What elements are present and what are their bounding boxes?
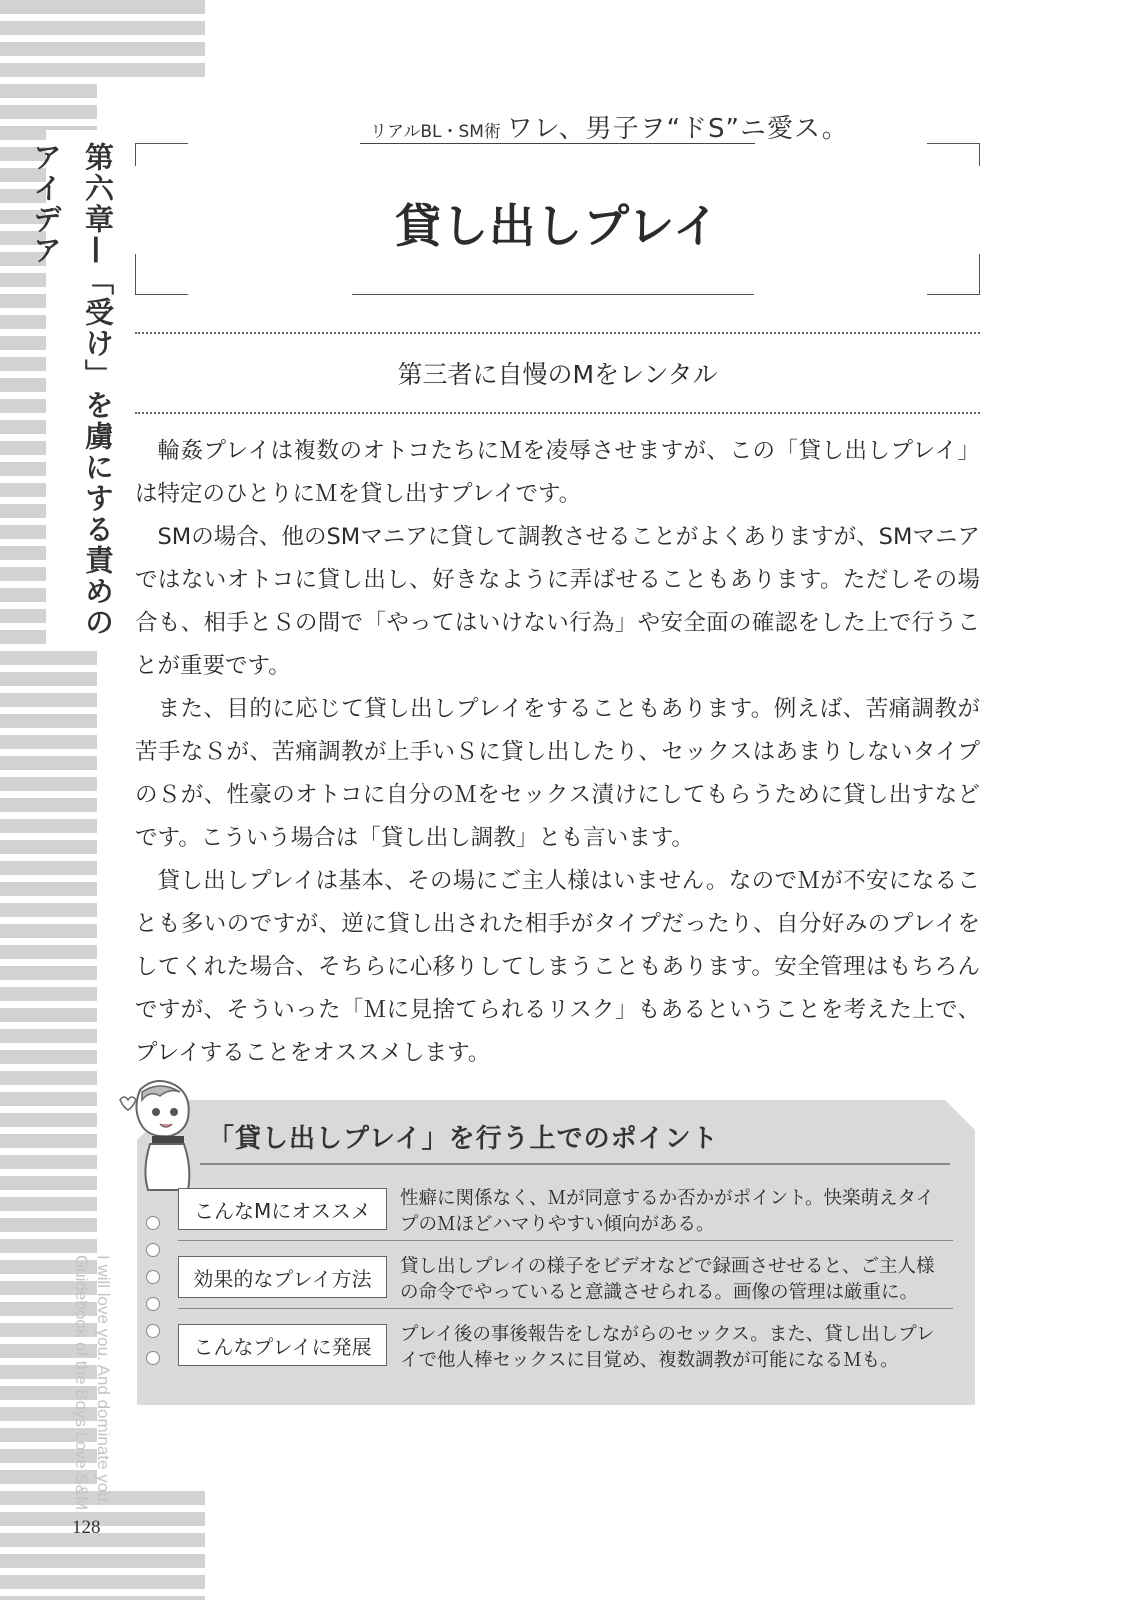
chapter-dash: —: [81, 235, 115, 266]
body-text: [135, 430, 980, 1075]
side-english-text: [64, 1255, 114, 1525]
points-title: 「貸し出しプレイ」を行う上でのポイント: [208, 1124, 719, 1154]
binder-hole: [146, 1216, 160, 1230]
point-description: プレイ後の事後報告をしながらのセックス。また、貸し出しプレイで他人棒セックスに目覚め、複数調教が可能になるＭも。: [400, 1324, 935, 1371]
binder-hole: [146, 1270, 160, 1284]
frame-corner: [927, 143, 980, 166]
chapter-title: 「受け」を虜にする責めのアイデア: [29, 142, 115, 638]
side-english-line-2: Guidebook of the Boys Love S&M.: [72, 1255, 91, 1515]
paragraph: また、目的に応じて貸し出しプレイをすることもあります。例えば、苦痛調教が苦手なＳが、苦痛調教が上手いＳに貸し出したり、セックスはあまりしないタイプのＳが、性豪のオトコに自分のＭをセックス漬けにしてもらうために貸し出すなどです。こういう場合は「貸し出し調教」とも言います。: [135, 696, 980, 851]
binder-hole: [146, 1324, 160, 1338]
frame-corner: [927, 254, 980, 295]
row-divider: [178, 1308, 953, 1309]
page-subtitle: 第三者に自慢のMをレンタル: [397, 360, 718, 389]
point-row-development: [178, 1318, 953, 1380]
points-title-underline: [200, 1163, 950, 1165]
binder-hole: [146, 1351, 160, 1365]
chapter-text: [20, 142, 124, 645]
binder-holes: [146, 1216, 160, 1378]
frame-corner: [135, 254, 188, 295]
dotted-divider: [135, 412, 980, 414]
point-row-method: [178, 1250, 953, 1312]
chapter-number: 第六章: [81, 142, 115, 235]
row-divider: [178, 1240, 953, 1241]
binder-hole: [146, 1297, 160, 1311]
page-title: 貸し出しプレイ: [395, 199, 720, 253]
series-name: ワレ、男子ヲ“ドS”ニ愛ス。: [506, 114, 849, 144]
page-number: 128: [72, 1517, 101, 1538]
frame-corner: [135, 143, 188, 166]
paragraph: SMの場合、他のSMマニアに貸して調教させることがよくありますが、SMマニアではないオトコに貸し出し、好きなように弄ばせることもあります。ただしその場合も、相手とＳの間で「やってはいけない行為」や安全面の確認をした上で行うことが重要です。: [135, 524, 980, 679]
paragraph: 貸し出しプレイは基本、その場にご主人様はいません。なのでＭが不安になることも多いのですが、逆に貸し出された相手がタイプだったり、自分好みのプレイをしてくれた場合、そちらに心移りしてしまうこともあります。安全管理はもちろんですが、そういった「Ｍに見捨てられるリスク」もあるということを考えた上で、プレイすることをオススメします。: [135, 868, 980, 1066]
paragraph: 輪姦プレイは複数のオトコたちにＭを凌辱させますが、この「貸し出しプレイ」は特定のひとりにＭを貸し出すプレイです。: [135, 438, 980, 507]
point-description: 性癖に関係なく、Ｍが同意するか否かがポイント。快楽萌えタイプのＭほどハマりやすい傾向がある。: [400, 1188, 935, 1235]
point-description: 貸し出しプレイの様子をビデオなどで録画させせると、ご主人様の命令でやっていると意識させられる。画像の管理は厳重に。: [400, 1256, 935, 1303]
series-prefix: リアルBL・SM術: [370, 122, 501, 142]
character-illustration: [100, 1070, 210, 1200]
binder-hole: [146, 1243, 160, 1257]
title-frame-line: [352, 294, 754, 295]
chapter-label: [29, 130, 115, 645]
series-title: [370, 108, 849, 146]
side-english-line-1: I will love you. And dominate you.: [94, 1255, 113, 1507]
dotted-divider: [135, 332, 980, 334]
point-row-recommend: [178, 1182, 953, 1244]
point-label: こんなプレイに発展: [178, 1324, 387, 1366]
point-label: 効果的なプレイ方法: [178, 1256, 387, 1298]
point-label: こんなMにオススメ: [178, 1188, 387, 1230]
